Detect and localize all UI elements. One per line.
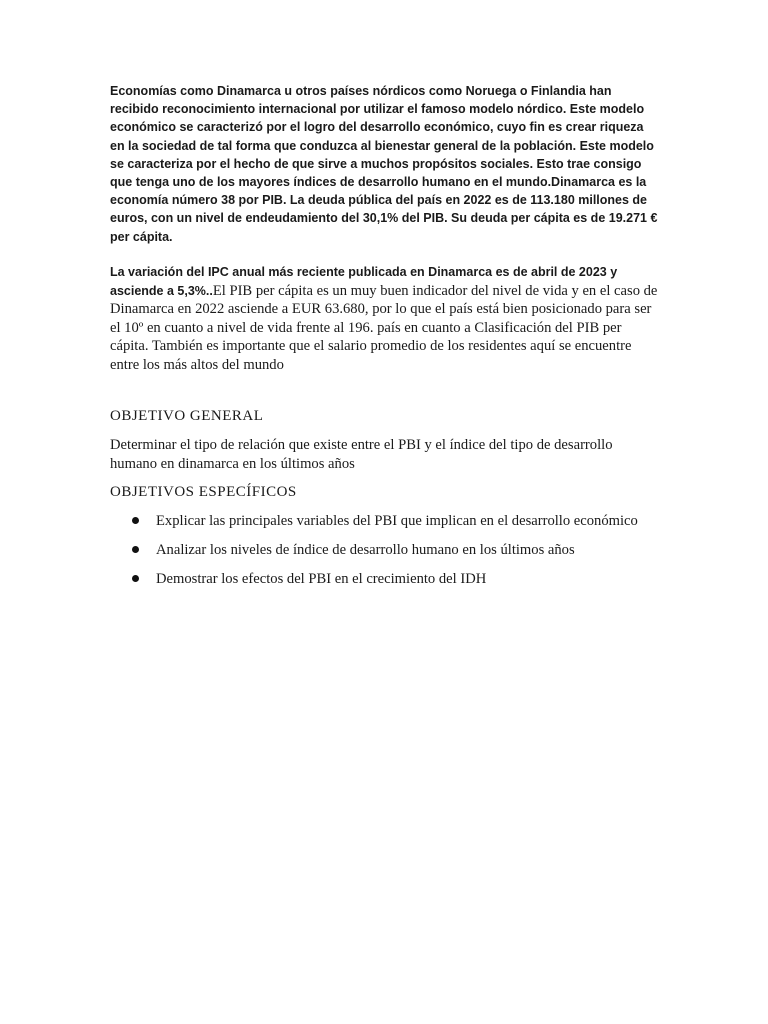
objetivos-especificos-list	[110, 512, 658, 599]
bullet-icon	[132, 517, 139, 524]
bullet-icon	[132, 575, 139, 582]
list-item	[110, 541, 658, 559]
objetivo-general-heading: OBJETIVO GENERAL	[110, 408, 264, 424]
list-item-text: Explicar las principales variables del PBI que implican en el desarrollo económico	[156, 513, 638, 529]
list-item	[110, 512, 658, 530]
list-item-text: Analizar los niveles de índice de desarrollo humano en los últimos años	[156, 542, 575, 558]
list-item	[110, 570, 658, 588]
objetivo-general-text: Determinar el tipo de relación que existe entre el PBI y el índice del tipo de desarrollo humano en dinamarca en los últimos años	[110, 437, 613, 472]
list-item-text: Demostrar los efectos del PBI en el crecimiento del IDH	[156, 571, 487, 587]
ipc-paragraph-sans-part: La variación del IPC anual más reciente publicada en Dinamarca es de abril de 2023 y asciende a 5,3%..	[110, 265, 618, 298]
bullet-icon	[132, 546, 139, 553]
ipc-paragraph-serif-part: El PIB per cápita es un muy buen indicador del nivel de vida y en el caso de Dinamarca en 2022 asciende a EUR 63.680, por lo que el país está bien posicionado para ser el 10º en cuanto a nivel de vida frente al 196. país en cuanto a Clasificación del PIB per cápita. También es importante que el salario promedio de los residentes aquí se encuentre entre los más altos del mundo	[110, 282, 658, 373]
ipc-paragraph	[110, 263, 658, 374]
intro-paragraph: Economías como Dinamarca u otros países nórdicos como Noruega o Finlandia han recibido reconocimiento internacional por utilizar el famoso modelo nórdico. Este modelo económico se caracterizó por el logro del desarrollo económico, cuyo fin es crear riqueza en la sociedad de tal forma que conduzca al bienestar general de la población. Este modelo se caracteriza por el hecho de que sirve a muchos propósitos sociales. Esto trae consigo que tenga uno de los mayores índices de desarrollo humano en el mundo.Dinamarca es la economía número 38 por PIB. La deuda pública del país en 2022 es de 113.180 millones de euros, con un nivel de endeudamiento del 30,1% del PIB. Su deuda per cápita es de 19.271 € per cápita.	[110, 84, 658, 244]
objetivos-especificos-heading: OBJETIVOS ESPECÍFICOS	[110, 484, 297, 500]
